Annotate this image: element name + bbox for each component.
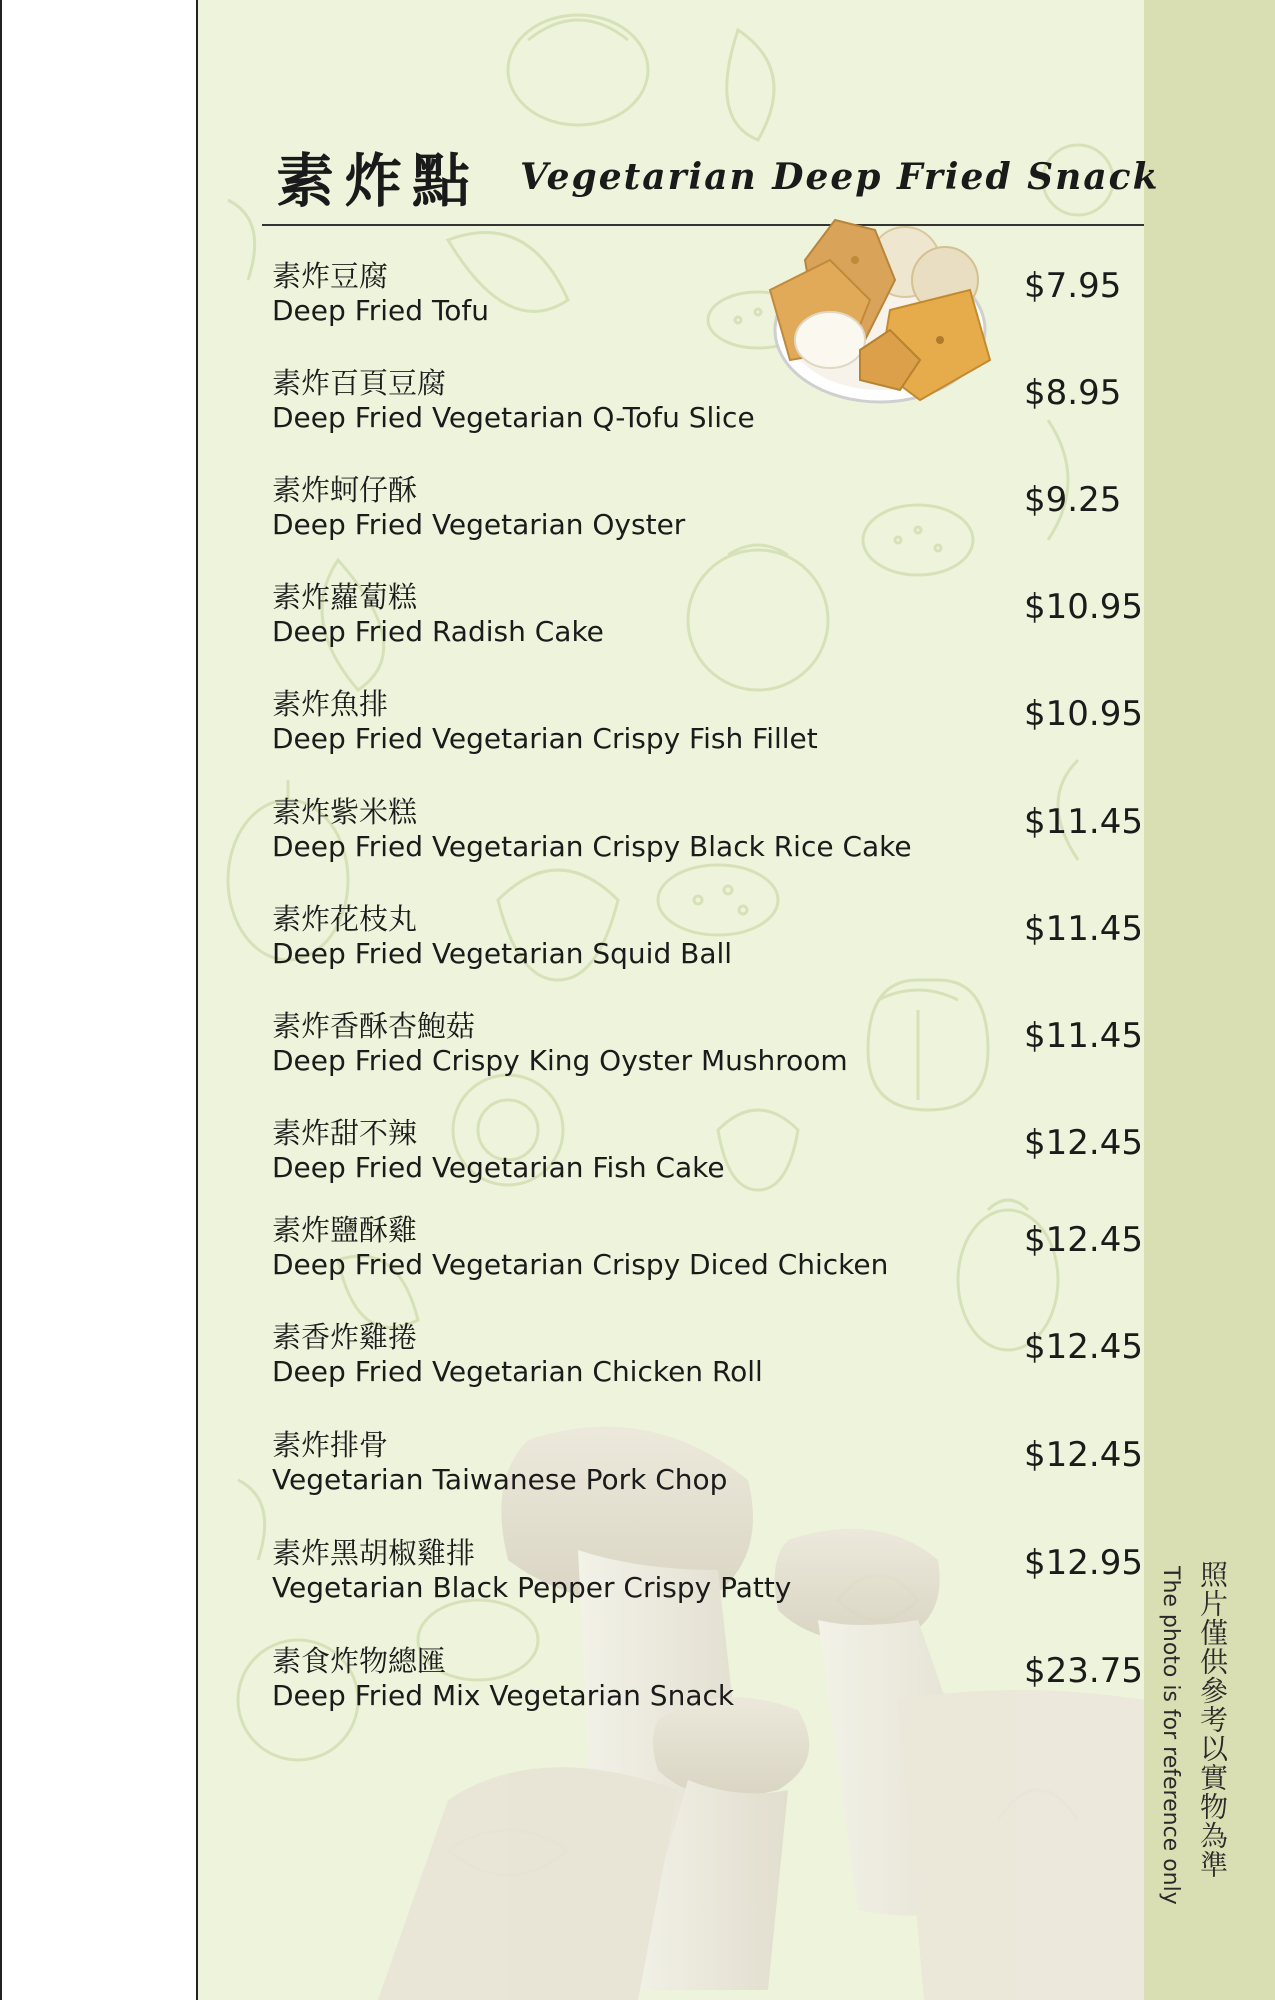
item-price: $12.45 <box>1024 1435 1143 1475</box>
note-zh: 照片僅供參考以實物為準 <box>1196 1560 1229 1879</box>
menu-item <box>272 575 1142 665</box>
menu-item <box>272 1208 1142 1298</box>
item-name-en: Deep Fried Radish Cake <box>272 615 604 648</box>
item-price: $8.95 <box>1024 373 1122 413</box>
item-price: $12.45 <box>1024 1327 1143 1367</box>
item-price: $23.75 <box>1024 1651 1143 1691</box>
item-price: $10.95 <box>1024 587 1143 627</box>
item-name-zh: 素炸蘿蔔糕 <box>272 580 418 614</box>
item-price: $10.95 <box>1024 694 1143 734</box>
menu-item <box>272 254 1142 344</box>
menu-item <box>272 897 1142 987</box>
header-title-en: Vegetarian Deep Fried Snack <box>520 156 1160 198</box>
item-price: $12.45 <box>1024 1220 1143 1260</box>
menu-item <box>272 790 1142 880</box>
item-name-zh: 素炸豆腐 <box>272 259 389 293</box>
item-name-en: Deep Fried Tofu <box>272 294 490 327</box>
item-price: $11.45 <box>1024 909 1143 949</box>
header-title-zh: 素炸點 <box>276 147 481 215</box>
item-name-en: Deep Fried Vegetarian Q-Tofu Slice <box>272 401 755 434</box>
item-name-en: Vegetarian Black Pepper Crispy Patty <box>272 1571 792 1604</box>
menu-item <box>272 682 1142 772</box>
menu-item <box>272 1111 1142 1201</box>
item-name-en: Vegetarian Taiwanese Pork Chop <box>272 1463 728 1496</box>
menu-header <box>262 128 1160 224</box>
item-price: $12.45 <box>1024 1123 1143 1163</box>
item-name-en: Deep Fried Vegetarian Crispy Black Rice Cake <box>272 830 912 863</box>
menu-item <box>272 361 1142 451</box>
item-name-zh: 素食炸物總匯 <box>272 1644 447 1678</box>
menu-item <box>272 1639 1142 1729</box>
item-price: $11.45 <box>1024 802 1143 842</box>
left-blank-margin <box>0 0 198 2000</box>
item-name-zh: 素香炸雞捲 <box>272 1320 418 1354</box>
menu-item <box>272 1315 1142 1405</box>
item-name-zh: 素炸魚排 <box>272 687 389 721</box>
menu-item <box>272 468 1142 558</box>
menu-item <box>272 1423 1142 1513</box>
item-name-zh: 素炸鹽酥雞 <box>272 1213 418 1247</box>
item-name-zh: 素炸蚵仔酥 <box>272 473 418 507</box>
item-price: $12.95 <box>1024 1543 1143 1583</box>
item-name-zh: 素炸排骨 <box>272 1428 389 1462</box>
photo-reference-note <box>1158 1560 1228 1980</box>
item-name-zh: 素炸香酥杏鮑菇 <box>272 1009 476 1043</box>
item-name-zh: 素炸紫米糕 <box>272 795 418 829</box>
item-name-en: Deep Fried Vegetarian Chicken Roll <box>272 1355 763 1388</box>
menu-item <box>272 1004 1142 1094</box>
item-name-en: Deep Fried Crispy King Oyster Mushroom <box>272 1044 848 1077</box>
item-name-en: Deep Fried Mix Vegetarian Snack <box>272 1679 735 1712</box>
item-price: $9.25 <box>1024 480 1122 520</box>
header-divider <box>262 224 1144 226</box>
item-price: $11.45 <box>1024 1016 1143 1056</box>
item-name-zh: 素炸黑胡椒雞排 <box>272 1536 476 1570</box>
menu-item <box>272 1531 1142 1621</box>
item-name-en: Deep Fried Vegetarian Squid Ball <box>272 937 733 970</box>
item-name-en: Deep Fried Vegetarian Crispy Fish Fillet <box>272 722 818 755</box>
item-name-en: Deep Fried Vegetarian Oyster <box>272 508 686 541</box>
item-name-zh: 素炸花枝丸 <box>272 902 418 936</box>
item-name-en: Deep Fried Vegetarian Crispy Diced Chicken <box>272 1248 889 1281</box>
note-en: The photo is for reference only <box>1158 1566 1183 1905</box>
item-name-zh: 素炸甜不辣 <box>272 1116 418 1150</box>
item-name-zh: 素炸百頁豆腐 <box>272 366 447 400</box>
item-name-en: Deep Fried Vegetarian Fish Cake <box>272 1151 725 1184</box>
item-price: $7.95 <box>1024 266 1122 306</box>
